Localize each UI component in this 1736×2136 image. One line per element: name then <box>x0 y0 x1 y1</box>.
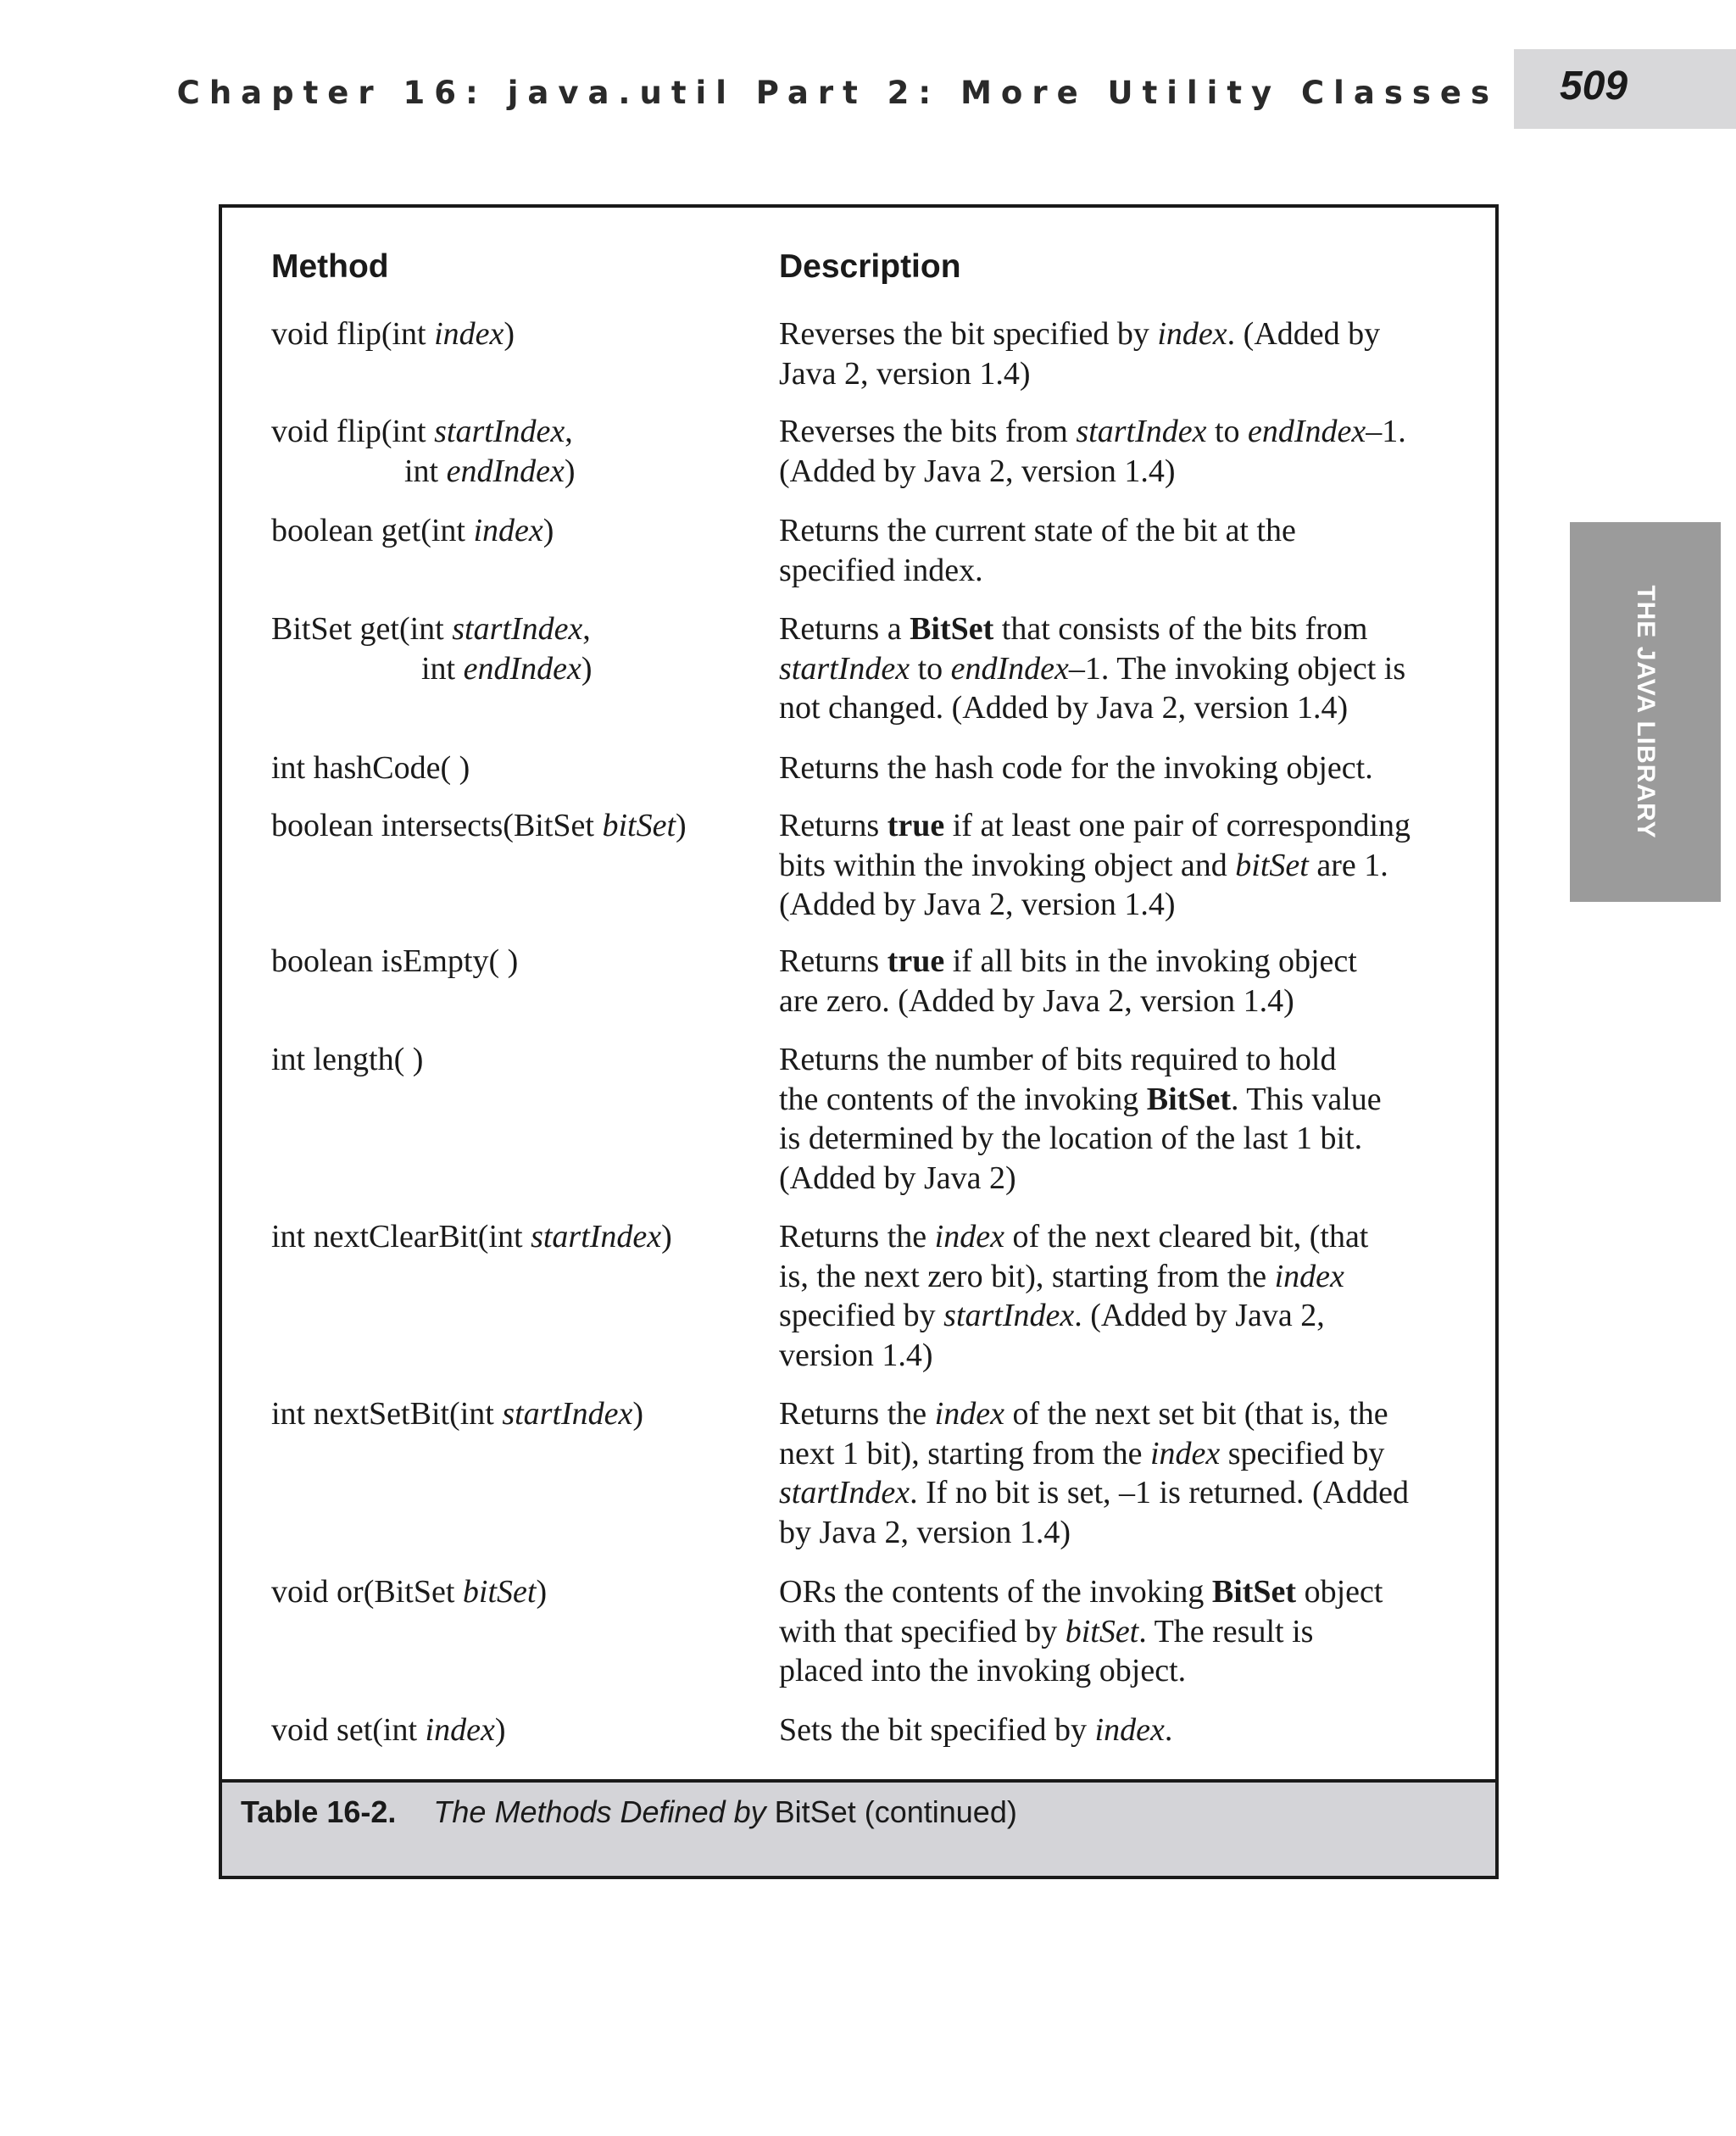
description-line: version 1.4) <box>779 1337 933 1373</box>
caption-label: Table 16-2. <box>241 1794 397 1829</box>
method-line: int endIndex) <box>404 453 576 489</box>
description-line: Java 2, version 1.4) <box>779 355 1031 392</box>
description-line: the contents of the invoking BitSet. This value <box>779 1081 1382 1117</box>
description-line: Returns the hash code for the invoking object. <box>779 750 1373 786</box>
method-line: int length( ) <box>271 1042 424 1077</box>
description-line: Returns the index of the next cleared bit, (that <box>779 1219 1369 1254</box>
method-line: BitSet get(int startIndex, <box>271 611 591 647</box>
description-line: Returns the current state of the bit at the <box>779 513 1296 548</box>
description-line: Returns true if all bits in the invoking object <box>779 943 1357 979</box>
description-line: Returns a BitSet that consists of the bits from <box>779 611 1368 647</box>
table-caption <box>241 1794 1017 1830</box>
description-cell <box>779 1040 1483 1198</box>
description-line: startIndex to endIndex–1. The invoking object is <box>779 650 1406 687</box>
method-line: void flip(int startIndex, <box>271 414 573 449</box>
running-head: Chapter 16: java.util Part 2: More Utility Classes <box>176 75 1499 111</box>
method-line: void set(int index) <box>271 1712 506 1748</box>
description-line: bits within the invoking object and bitSet are 1. <box>779 847 1388 883</box>
description-line: is, the next zero bit), starting from the index <box>779 1258 1344 1294</box>
column-header-method: Method <box>271 248 389 285</box>
description-line: Returns the index of the next set bit (that is, the <box>779 1396 1388 1432</box>
description-line: next 1 bit), starting from the index specified by <box>779 1435 1385 1471</box>
method-line: boolean get(int index) <box>271 513 554 548</box>
method-cell <box>271 412 771 491</box>
caption-class-name: BitSet <box>774 1794 856 1829</box>
description-line: not changed. (Added by Java 2, version 1.4) <box>779 690 1349 726</box>
description-cell <box>779 511 1483 590</box>
description-cell <box>779 942 1483 1021</box>
method-cell <box>271 1394 771 1434</box>
table-body <box>222 208 1495 1786</box>
method-cell <box>271 1040 771 1080</box>
method-cell <box>271 609 771 688</box>
caption-suffix: (continued) <box>864 1794 1017 1829</box>
method-cell <box>271 1217 771 1257</box>
table-caption-bar <box>222 1779 1495 1876</box>
method-line: boolean isEmpty( ) <box>271 943 519 979</box>
description-cell <box>779 806 1483 925</box>
method-line: int hashCode( ) <box>271 750 470 786</box>
description-cell <box>779 748 1483 788</box>
description-cell <box>779 1394 1483 1552</box>
section-tab <box>1570 522 1721 902</box>
description-line: are zero. (Added by Java 2, version 1.4) <box>779 982 1294 1019</box>
methods-table <box>219 204 1499 1879</box>
method-cell <box>271 511 771 551</box>
description-line: ORs the contents of the invoking BitSet object <box>779 1574 1383 1610</box>
page-number-box <box>1514 49 1736 129</box>
description-line: by Java 2, version 1.4) <box>779 1514 1071 1550</box>
description-line: is determined by the location of the last 1 bit. <box>779 1121 1363 1156</box>
method-line: int nextClearBit(int startIndex) <box>271 1219 672 1254</box>
page-number: 509 <box>1560 64 1628 108</box>
description-cell <box>779 1572 1483 1691</box>
method-cell <box>271 1572 771 1612</box>
method-line: int endIndex) <box>421 650 593 687</box>
description-cell <box>779 609 1483 728</box>
description-line: placed into the invoking object. <box>779 1653 1187 1688</box>
method-cell <box>271 314 771 354</box>
description-line: Reverses the bit specified by index. (Added by <box>779 316 1381 352</box>
description-line: Returns the number of bits required to hold <box>779 1042 1337 1077</box>
method-cell <box>271 748 771 788</box>
section-tab-label: THE JAVA LIBRARY <box>1632 585 1660 839</box>
description-cell <box>779 412 1483 491</box>
method-line: void flip(int index) <box>271 316 515 352</box>
description-cell <box>779 1217 1483 1375</box>
description-line: specified index. <box>779 552 983 588</box>
description-line: Reverses the bits from startIndex to endIndex–1. <box>779 414 1406 449</box>
column-header-description: Description <box>779 248 961 285</box>
method-cell <box>271 942 771 982</box>
caption-title: The Methods Defined by <box>433 1794 766 1829</box>
description-cell <box>779 1710 1483 1750</box>
description-line: specified by startIndex. (Added by Java 2, <box>779 1298 1325 1333</box>
method-line: int nextSetBit(int startIndex) <box>271 1396 644 1432</box>
method-cell <box>271 1710 771 1750</box>
method-line: void or(BitSet bitSet) <box>271 1574 548 1610</box>
description-line: Returns true if at least one pair of corresponding <box>779 808 1411 843</box>
description-line: (Added by Java 2) <box>779 1160 1016 1196</box>
description-line: startIndex. If no bit is set, –1 is returned. (Added <box>779 1475 1409 1510</box>
method-line: boolean intersects(BitSet bitSet) <box>271 808 687 843</box>
description-line: with that specified by bitSet. The result is <box>779 1613 1314 1649</box>
description-line: (Added by Java 2, version 1.4) <box>779 887 1176 922</box>
description-cell <box>779 314 1483 393</box>
method-cell <box>271 806 771 846</box>
description-line: (Added by Java 2, version 1.4) <box>779 453 1176 489</box>
description-line: Sets the bit specified by index. <box>779 1712 1173 1748</box>
